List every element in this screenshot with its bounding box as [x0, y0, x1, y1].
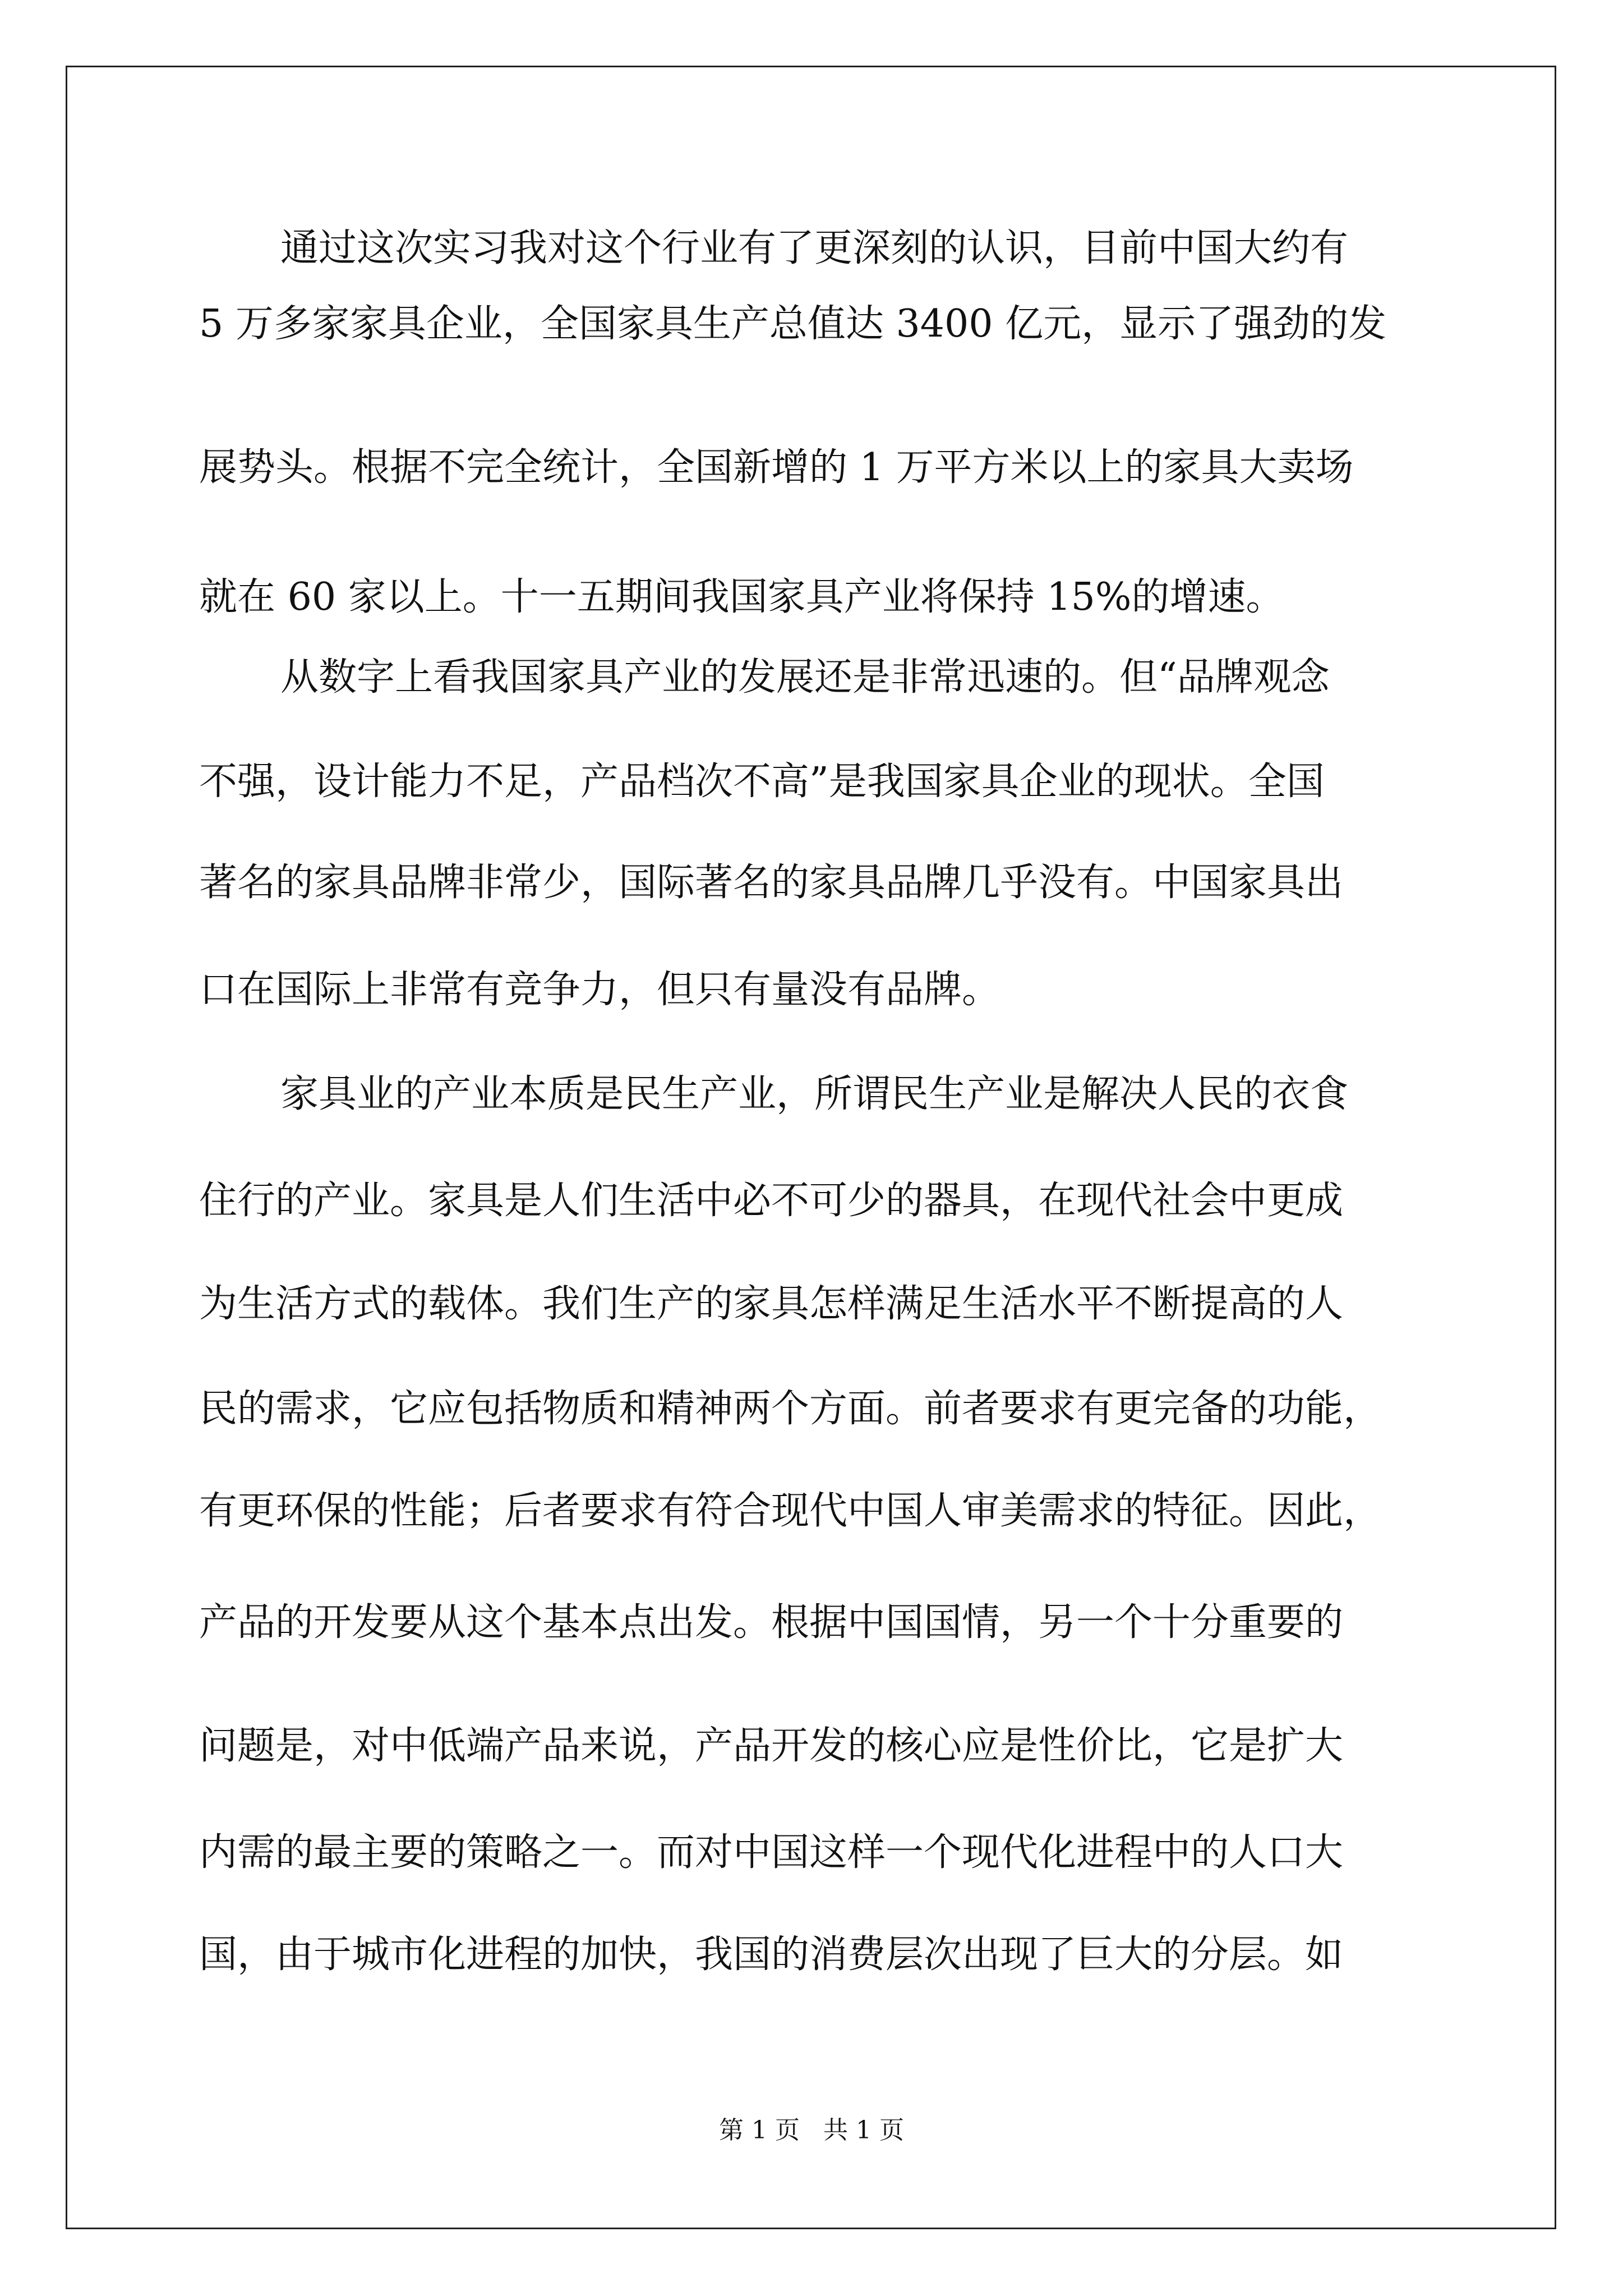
text-line: 通过这次实习我对这个行业有了更深刻的认识，目前中国大约有 [280, 226, 1349, 270]
text-line: 问题是，对中低端产品来说，产品开发的核心应是性价比，它是扩大 [199, 1724, 1344, 1768]
text-line: 口在国际上非常有竞争力，但只有量没有品牌。 [199, 968, 1000, 1012]
text-line: 住行的产业。家具是人们生活中必不可少的器具，在现代社会中更成 [199, 1179, 1344, 1223]
text-line: 有更环保的性能；后者要求有符合现代中国人审美需求的特征。因此， [199, 1489, 1382, 1533]
page-number-footer: 第 1 页 共 1 页 [719, 2116, 904, 2145]
text-line: 内需的最主要的策略之一。而对中国这样一个现代化进程中的人口大 [199, 1830, 1344, 1875]
text-line: 民的需求，它应包括物质和精神两个方面。前者要求有更完备的功能， [199, 1387, 1382, 1431]
text-line: 家具业的产业本质是民生产业，所谓民生产业是解决人民的衣食 [280, 1072, 1349, 1116]
text-line: 著名的家具品牌非常少，国际著名的家具品牌几乎没有。中国家具出 [199, 861, 1344, 905]
text-line: 5 万多家家具企业，全国家具生产总值达 3400 亿元，显示了强劲的发 [199, 302, 1387, 346]
text-line: 展势头。根据不完全统计，全国新增的 1 万平方米以上的家具大卖场 [199, 445, 1354, 490]
text-line: 为生活方式的载体。我们生产的家具怎样满足生活水平不断提高的人 [199, 1282, 1344, 1326]
text-line: 产品的开发要从这个基本点出发。根据中国国情，另一个十分重要的 [199, 1600, 1344, 1645]
text-line: 国，由于城市化进程的加快，我国的消费层次出现了巨大的分层。如 [199, 1932, 1344, 1977]
text-line: 就在 60 家以上。十一五期间我国家具产业将保持 15%的增速。 [199, 575, 1284, 619]
text-line: 不强，设计能力不足，产品档次不高”是我国家具企业的现状。全国 [199, 760, 1325, 804]
text-line: 从数字上看我国家具产业的发展还是非常迅速的。但“品牌观念 [280, 655, 1330, 700]
